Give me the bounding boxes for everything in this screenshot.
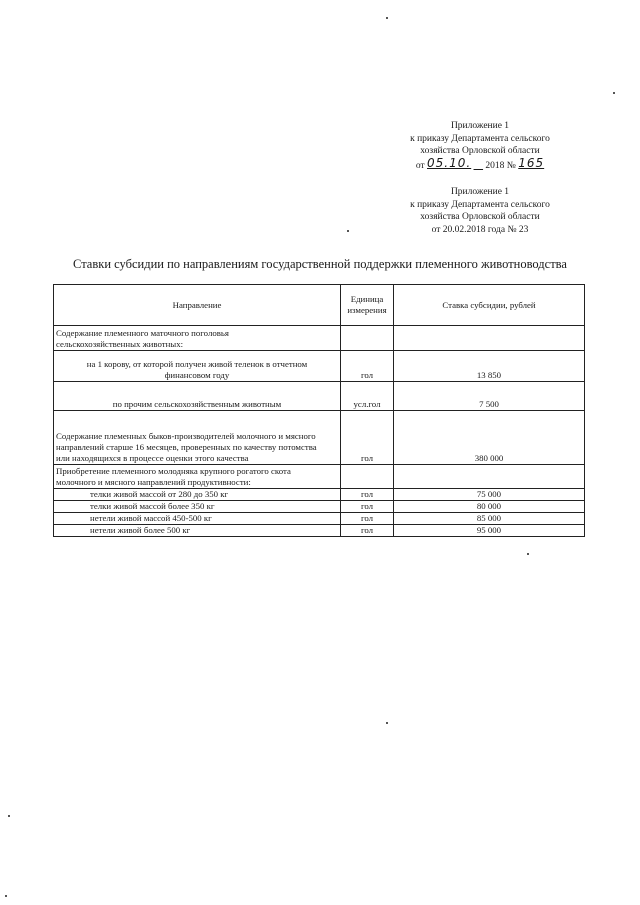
unit-cell: гол xyxy=(341,513,394,525)
document-title: Ставки субсидии по направлениям государственной поддержки племенного животноводства xyxy=(73,257,567,271)
date-prefix: от xyxy=(415,160,425,171)
scan-speck xyxy=(386,17,388,19)
direction-cell: на 1 корову, от которой получен живой теленок в отчетном финансовом году xyxy=(54,351,341,382)
unit-cell: гол xyxy=(341,411,394,465)
direction-cell: телки живой массой от 280 до 350 кг xyxy=(54,489,341,501)
header-rate: Ставка субсидии, рублей xyxy=(394,285,585,326)
table-row xyxy=(54,382,585,411)
header-unit: Единица измерения xyxy=(341,285,394,326)
table-row xyxy=(54,501,585,513)
direction-cell: телки живой массой более 350 кг xyxy=(54,501,341,513)
appendix-header-previous xyxy=(380,186,580,236)
table-row xyxy=(54,465,585,489)
direction-cell: Приобретение племенного молодняка крупного рогатого скота молочного и мясного направлений продуктивности: xyxy=(54,465,341,489)
scan-speck xyxy=(386,722,388,724)
table-row xyxy=(54,489,585,501)
rate-cell: 380 000 xyxy=(394,411,585,465)
rate-cell: 80 000 xyxy=(394,501,585,513)
appendix-order-line: к приказу Департамента сельского xyxy=(410,133,550,144)
year-number-label: 2018 № xyxy=(485,160,516,171)
rate-cell: 85 000 xyxy=(394,513,585,525)
rate-cell xyxy=(394,465,585,489)
direction-cell: нетели живой массой 450-500 кг xyxy=(54,513,341,525)
scan-speck xyxy=(5,895,7,897)
rate-cell: 95 000 xyxy=(394,525,585,537)
rate-cell: 7 500 xyxy=(394,382,585,411)
unit-cell: гол xyxy=(341,351,394,382)
appendix-date-line xyxy=(380,155,580,173)
subsidy-rates-table xyxy=(53,284,585,537)
handwritten-date: 05.10. xyxy=(427,155,472,170)
rate-cell: 13 850 xyxy=(394,351,585,382)
table-row xyxy=(54,326,585,351)
unit-cell xyxy=(341,465,394,489)
handwritten-order-number: 165 xyxy=(518,155,545,170)
direction-cell: Содержание племенных быков-производителей молочного и мясного направлений старше 16 месяцев, проверенных по качеству потомства или находящихся в процессе оценки этого качества xyxy=(54,411,341,465)
table-row xyxy=(54,513,585,525)
appendix-department-line: хозяйства Орловской области xyxy=(420,146,540,156)
appendix-order-line: к приказу Департамента сельского xyxy=(410,199,550,210)
scan-speck xyxy=(613,92,615,94)
appendix-label: Приложение 1 xyxy=(450,121,510,131)
scan-speck xyxy=(347,230,349,232)
scan-speck xyxy=(8,815,10,817)
appendix-header-current xyxy=(380,120,580,172)
direction-cell: по прочим сельскохозяйственным животным xyxy=(54,382,341,411)
appendix-label: Приложение 1 xyxy=(450,187,510,197)
date-blank xyxy=(474,161,484,171)
unit-cell: гол xyxy=(341,525,394,537)
header-direction: Направление xyxy=(54,285,341,326)
scan-speck xyxy=(527,553,529,555)
appendix-department-line: хозяйства Орловской области xyxy=(420,212,540,222)
table-row xyxy=(54,411,585,465)
rate-cell: 75 000 xyxy=(394,489,585,501)
direction-cell: нетели живой более 500 кг xyxy=(54,525,341,537)
appendix-date-line: от 20.02.2018 года № 23 xyxy=(431,224,529,235)
unit-cell: усл.гол xyxy=(341,382,394,411)
table-header-row xyxy=(54,285,585,326)
table-row xyxy=(54,351,585,382)
unit-cell xyxy=(341,326,394,351)
unit-cell: гол xyxy=(341,501,394,513)
direction-cell: Содержание племенного маточного поголовья сельскохозяйственных животных: xyxy=(54,326,341,351)
unit-cell: гол xyxy=(341,489,394,501)
rate-cell xyxy=(394,326,585,351)
table-row xyxy=(54,525,585,537)
